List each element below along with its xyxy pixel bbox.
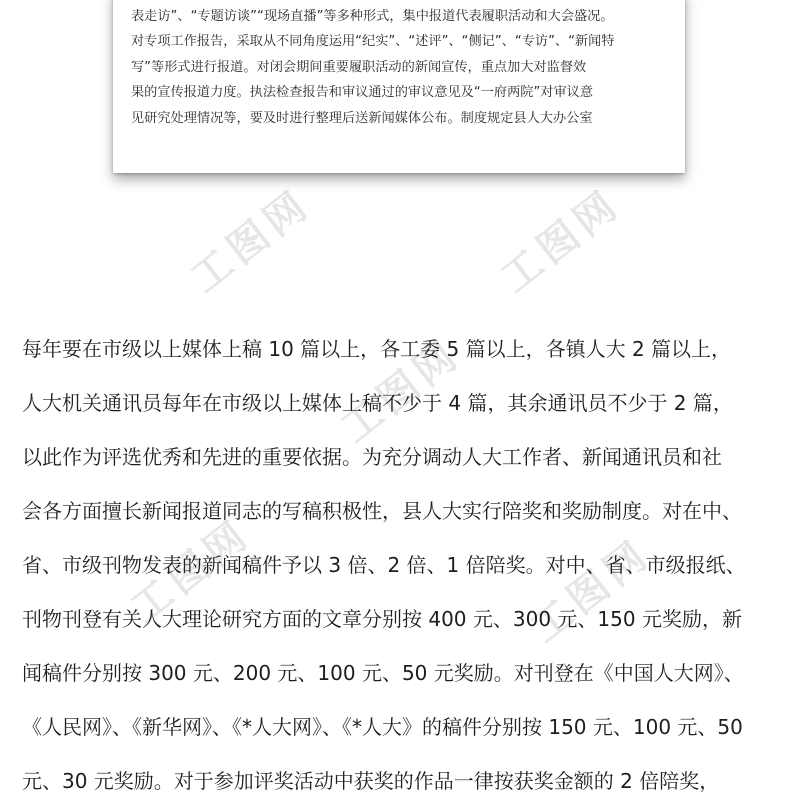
body-line: 省、市级刊物发表的新闻稿件予以 3 倍、2 倍、1 倍陪奖。对中、省、市级报纸、 bbox=[22, 553, 746, 577]
body-line: 刊物刊登有关人大理论研究方面的文章分别按 400 元、300 元、150 元奖励，新 bbox=[22, 607, 742, 631]
body-line: 每年要在市级以上媒体上稿 10 篇以上，各工委 5 篇以上，各镇人大 2 篇以上， bbox=[22, 337, 732, 361]
preview-line: 写”等形式进行报道。对闭会期间重要履职活动的新闻宣传，重点加大对监督效 bbox=[131, 59, 587, 75]
preview-line: 表走访”、“专题访谈”“现场直播”等多种形式，集中报道代表履职活动和大会盛况。 bbox=[131, 9, 614, 24]
watermark: 工图网 bbox=[522, 530, 660, 652]
preview-line: 见研究处理情况等，要及时进行整理后送新闻媒体公布。制度规定县人大办公室 bbox=[131, 110, 593, 126]
body-line: 以此作为评选优秀和先进的重要依据。为充分调动人大工作者、新闻通讯员和社 bbox=[22, 445, 722, 469]
body-line: 闻稿件分别按 300 元、200 元、100 元、50 元奖励。对刊登在《中国人大网》、 bbox=[22, 661, 744, 685]
body-line: 会各方面擅长新闻报道同志的写稿积极性，县人大实行陪奖和奖励制度。对在中、 bbox=[22, 499, 742, 523]
watermark: 工图网 bbox=[492, 180, 630, 302]
page-preview-text bbox=[131, 4, 667, 131]
document-body bbox=[22, 322, 782, 808]
body-line: 《人民网》、《新华网》、《*人大网》、《*人大》的稿件分别按 150 元、100 元、50 bbox=[22, 715, 743, 739]
watermark: 工图网 bbox=[182, 180, 320, 302]
document-page-preview bbox=[113, 0, 685, 173]
preview-line: 果的宣传报道力度。执法检查报告和审议通过的审议意见及“一府两院”对审议意 bbox=[131, 85, 594, 101]
watermark: 工图网 bbox=[332, 330, 470, 452]
body-line: 元、30 元奖励。对于参加评奖活动中获奖的作品一律按获奖金额的 2 倍陪奖， bbox=[22, 769, 720, 793]
watermark: 工图网 bbox=[122, 510, 260, 632]
preview-line: 对专项工作报告，采取从不同角度运用“纪实”、“述评”、“侧记”、“专访”、“新闻特 bbox=[131, 34, 615, 50]
body-line: 人大机关通讯员每年在市级以上媒体上稿不少于 4 篇，其余通讯员不少于 2 篇， bbox=[22, 391, 733, 415]
